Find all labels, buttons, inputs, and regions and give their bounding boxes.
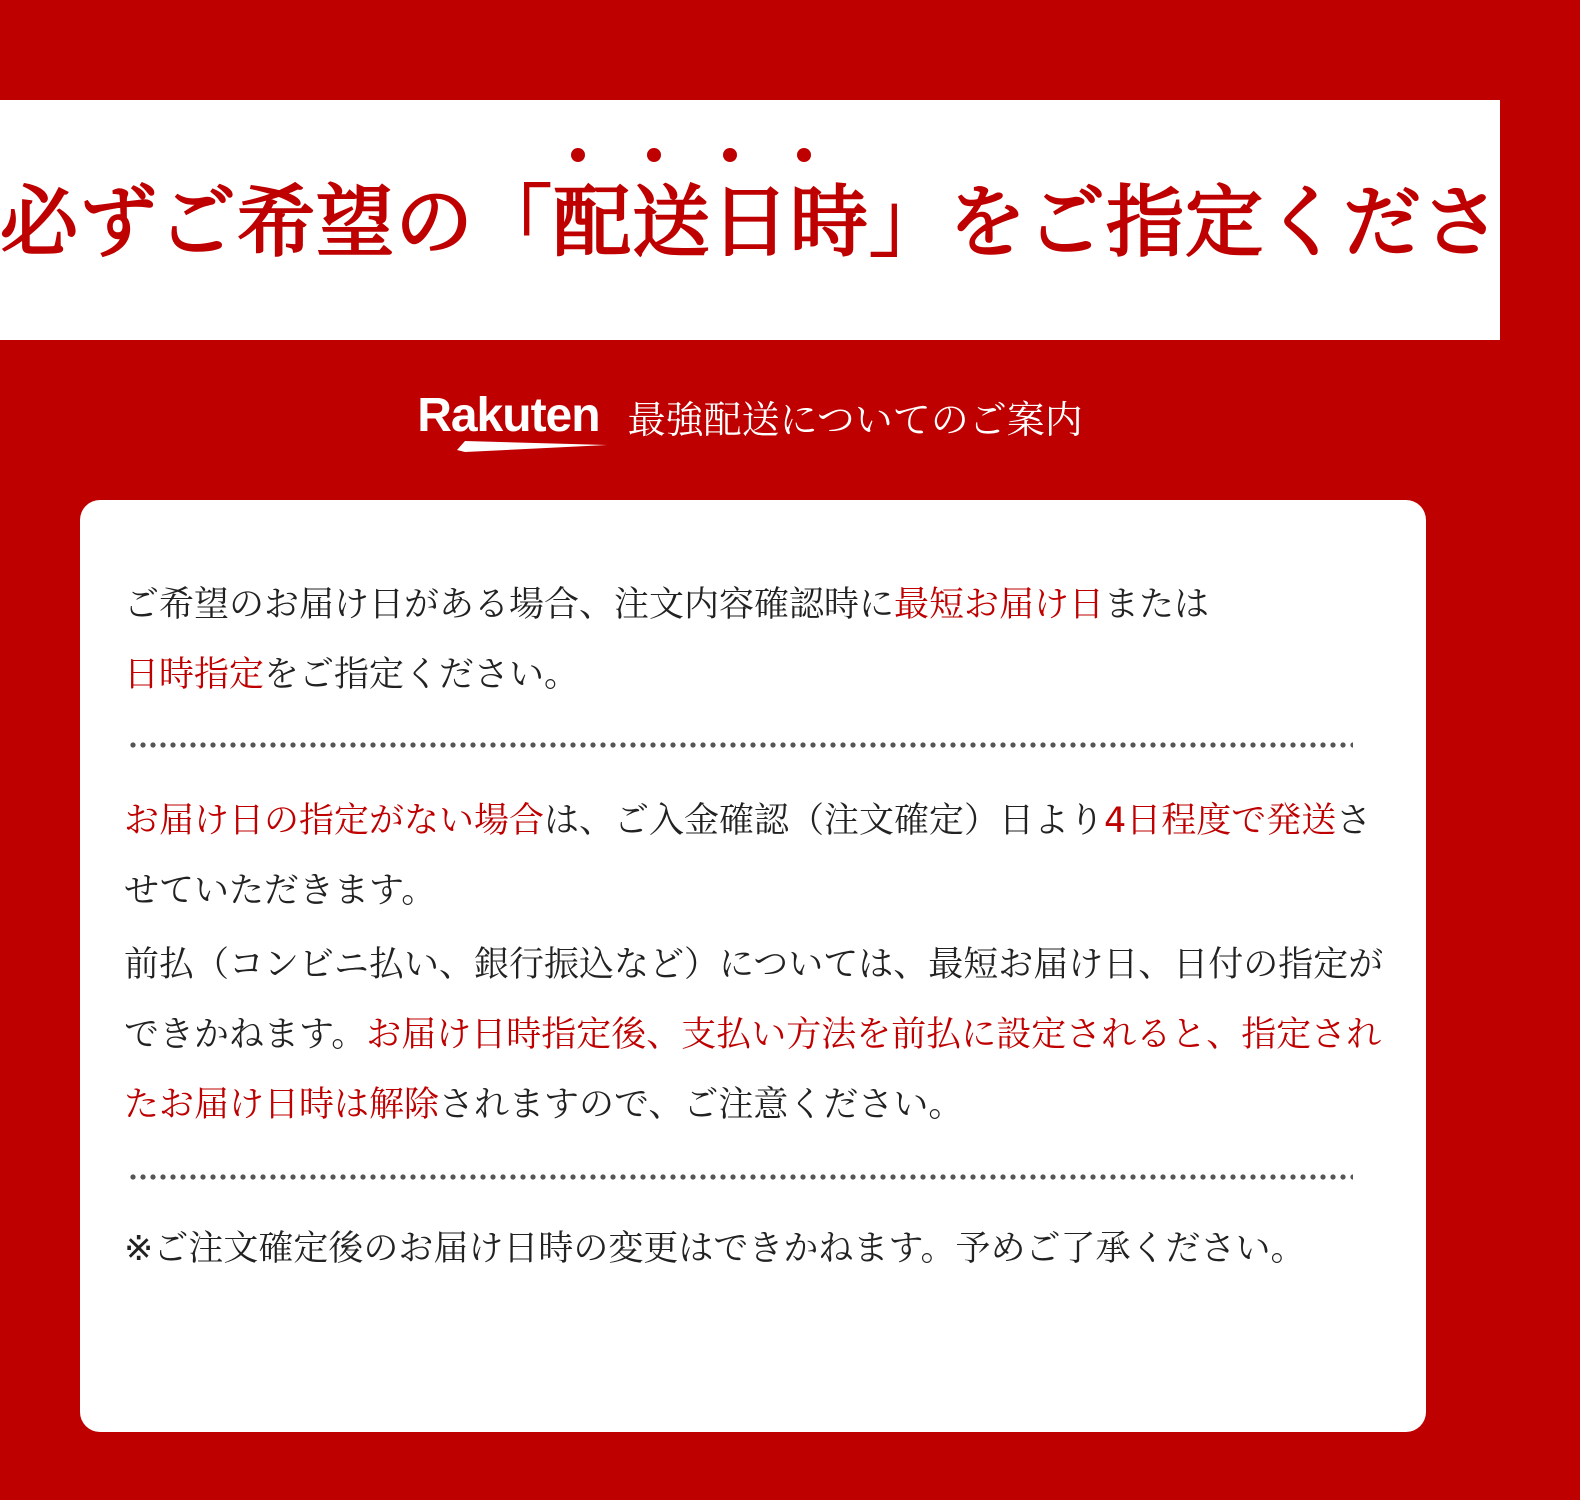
section1-text-2: または bbox=[1104, 585, 1210, 625]
section2-highlight-2: 4日程度で発送 bbox=[1104, 801, 1337, 841]
section3-highlight-1: お届け日時指定後、支払い方法を前払に設定されると、指定されたお届け日時は解除 bbox=[124, 1015, 1382, 1125]
section-notice bbox=[124, 1214, 1394, 1284]
section2-text-2: させていただきます。 bbox=[124, 801, 1372, 911]
emphasis-dot bbox=[797, 148, 811, 162]
page-title bbox=[0, 168, 1580, 278]
brand-subtitle: 最強配送についてのご案内 bbox=[627, 398, 1083, 442]
rakuten-logo bbox=[417, 388, 599, 452]
section4-text-1: ※ご注文確定後のお届け日時の変更はできかねます。予めご了承ください。 bbox=[124, 1229, 1306, 1269]
section3-text-2: されますので、ご注意ください。 bbox=[439, 1085, 964, 1125]
top-red-bar bbox=[0, 0, 1500, 100]
section2-highlight-1: お届け日の指定がない場合 bbox=[124, 801, 545, 841]
headline-close-bracket: 」 bbox=[869, 178, 949, 268]
headline-open-bracket: 「 bbox=[474, 178, 554, 268]
section1-text-1: ご希望のお届け日がある場合、注文内容確認時に bbox=[124, 585, 895, 625]
headline-after: をご指定ください bbox=[948, 178, 1580, 268]
rakuten-logo-text: Rakuten bbox=[417, 389, 600, 442]
brand-row bbox=[0, 380, 1500, 460]
section3-text-1: 前払（コンビニ払い、銀行振込など）については、最短お届け日、日付の指定ができかねます。 bbox=[124, 945, 1384, 1055]
rakuten-swoosh-icon bbox=[457, 440, 607, 452]
emphasis-dot bbox=[723, 148, 737, 162]
emphasis-dot bbox=[647, 148, 661, 162]
section-prepayment bbox=[124, 930, 1394, 1140]
section1-highlight-1: 最短お届け日 bbox=[894, 585, 1105, 625]
emphasis-dot bbox=[571, 148, 585, 162]
headline-emphasis: 配送日時 bbox=[553, 178, 870, 268]
section-delivery-date bbox=[124, 570, 1394, 710]
emphasis-dots bbox=[0, 148, 1500, 168]
section1-text-3: をご指定ください。 bbox=[264, 655, 580, 695]
section2-text-1: は、ご入金確認（注文確定）日より bbox=[544, 801, 1105, 841]
section-no-date bbox=[124, 786, 1394, 926]
info-card bbox=[80, 500, 1426, 1432]
dotted-divider bbox=[128, 741, 1353, 749]
dotted-divider bbox=[128, 1173, 1353, 1181]
headline-before: 必ずご希望の bbox=[0, 178, 475, 268]
section1-highlight-2: 日時指定 bbox=[124, 655, 265, 695]
